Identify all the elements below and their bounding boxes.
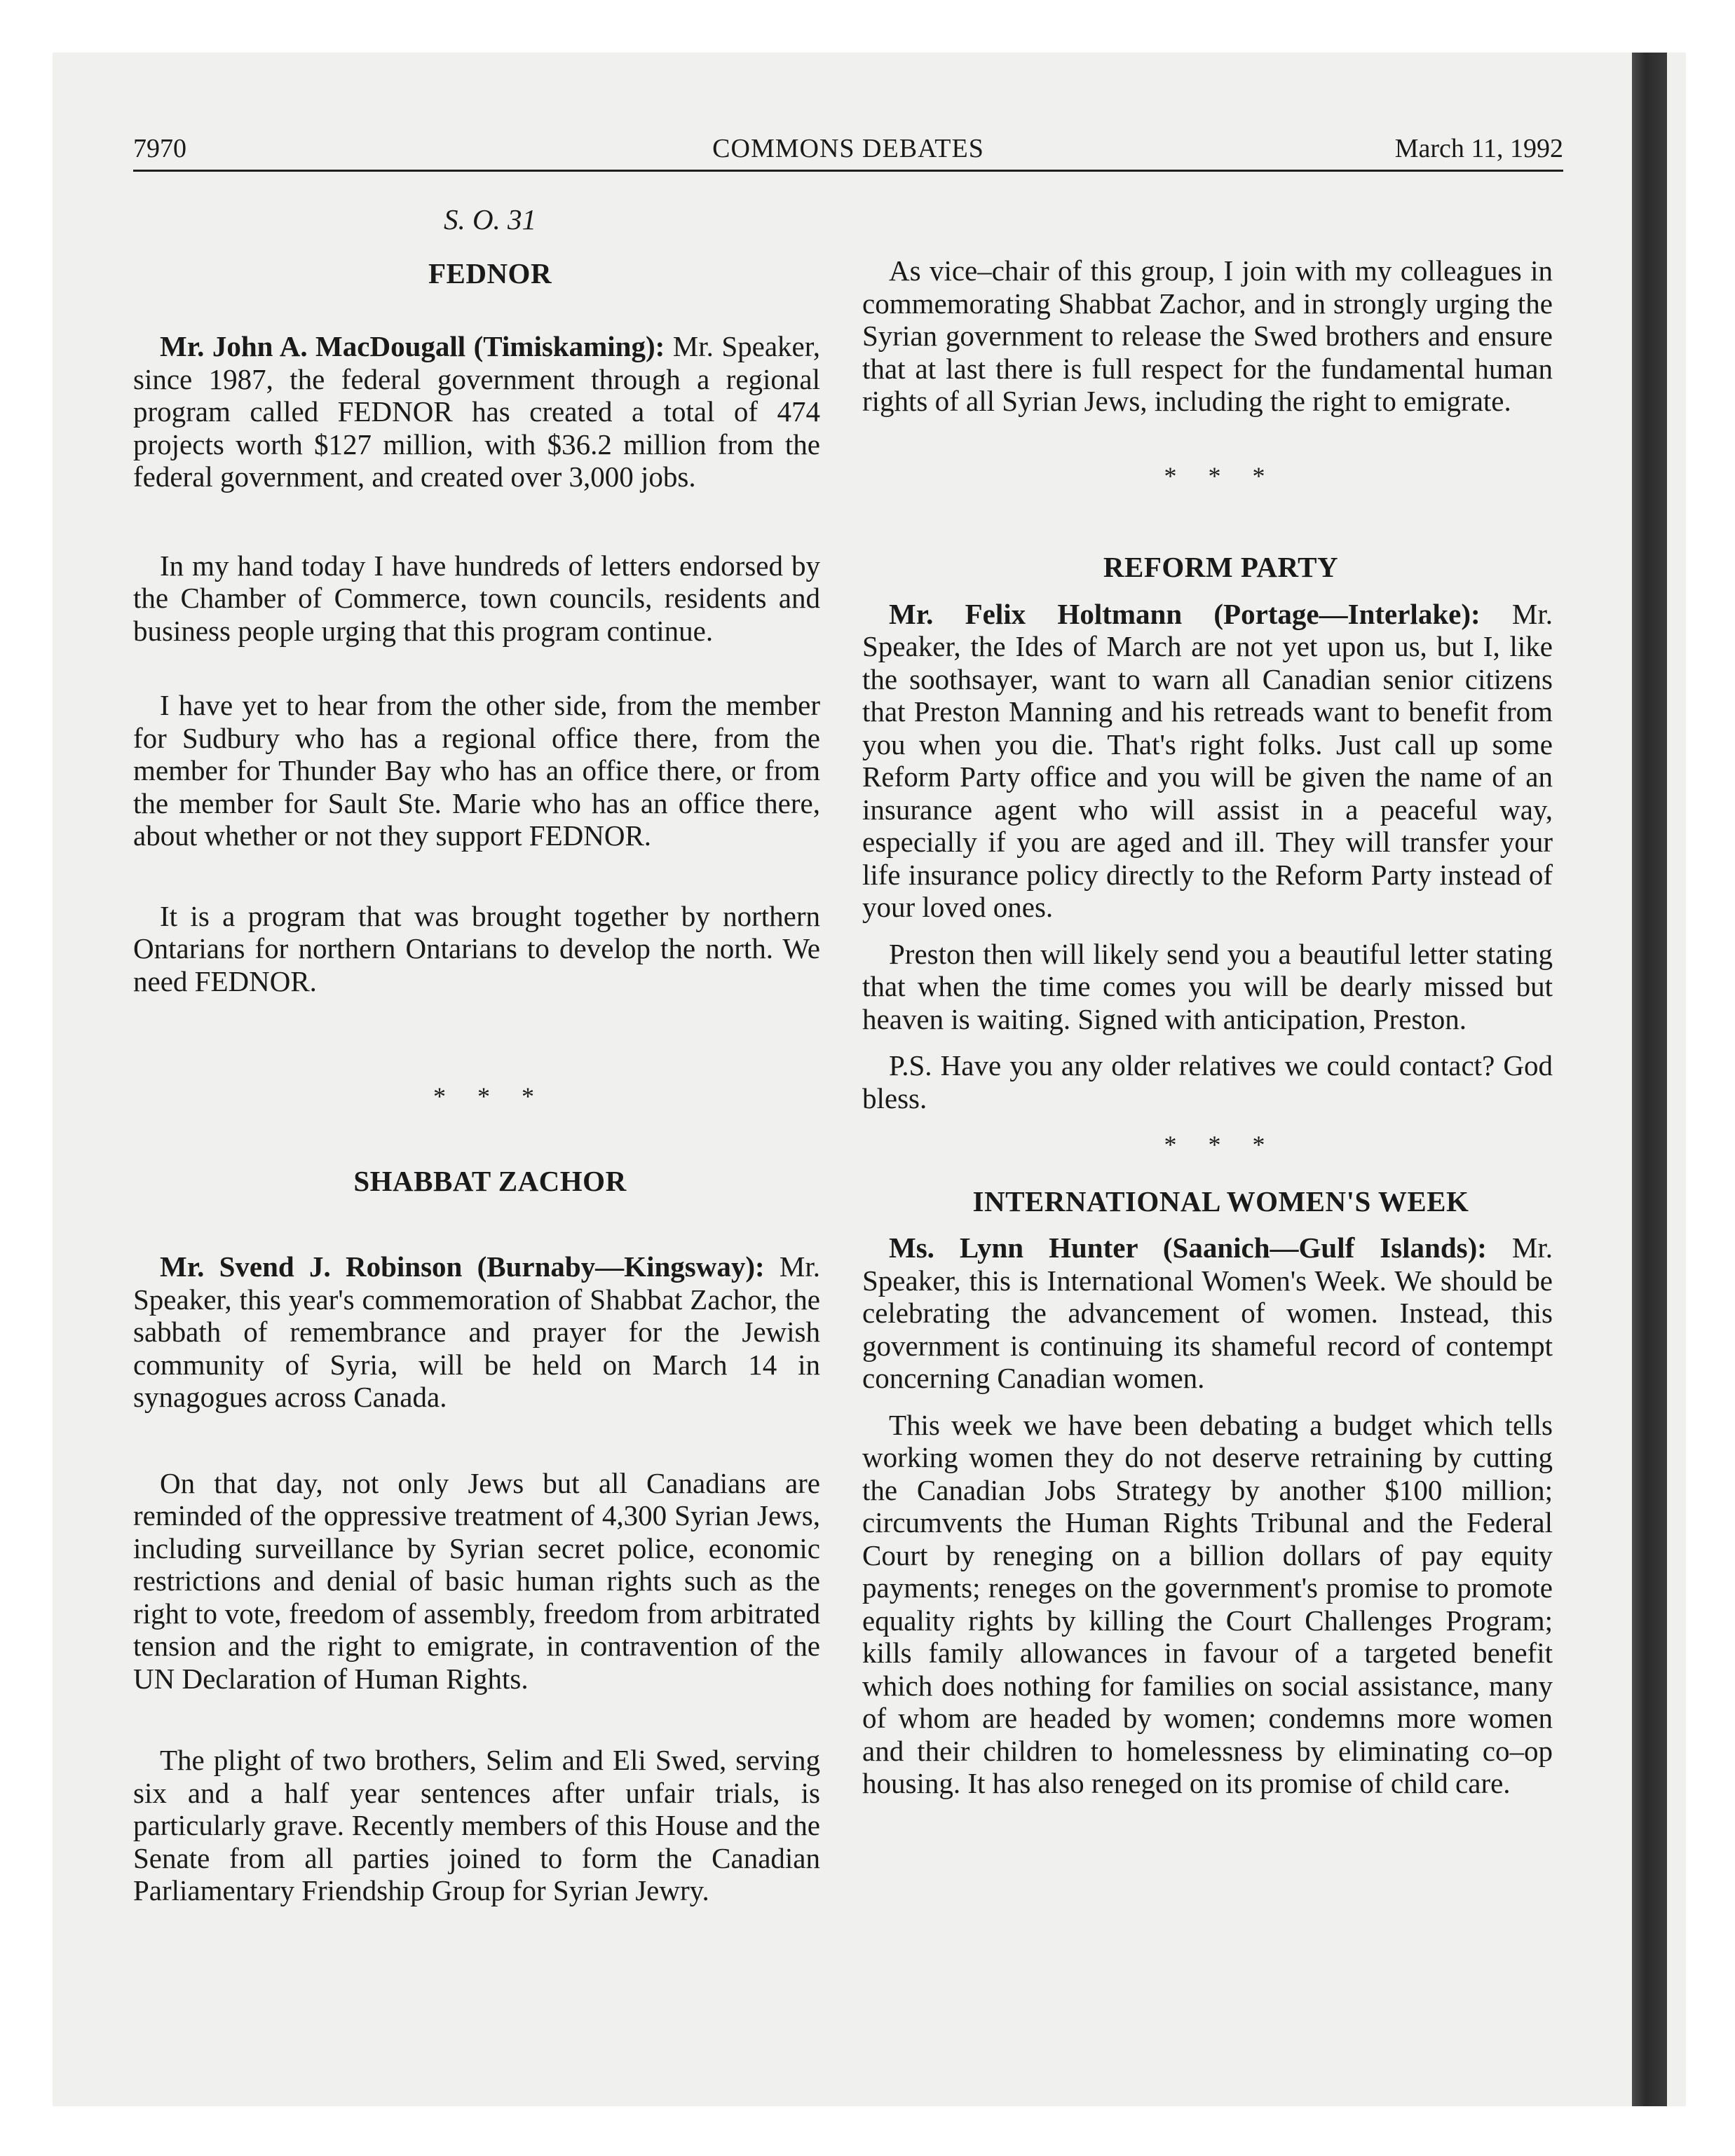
- left-column: [133, 203, 820, 1907]
- statement-paragraph: It is a program that was brought together by northern Ontarians for northern Ontarians to develop the north. We need FEDNOR.: [133, 899, 820, 997]
- section-heading-international-womens-week: INTERNATIONAL WOMEN'S WEEK: [972, 1185, 1469, 1217]
- page-number: 7970: [133, 134, 186, 163]
- publication-date: March 11, 1992: [1394, 134, 1563, 163]
- speaker-name: Mr. Felix Holtmann (Portage—Interlake):: [889, 597, 1481, 630]
- statement-paragraph: Ms. Lynn Hunter (Saanich—Gulf Islands): Mr. Speaker, this is International Women's Week. We should be celebrating the advancement of women. Instead, this government is continuing its shameful record of contempt concerning Canadian women.: [862, 1231, 1553, 1394]
- statement-paragraph: The plight of two brothers, Selim and Eli Swed, serving six and a half year sentences after unfair trials, is particularly grave. Recently members of this House and the Senate from all parties joined to form the Canadian Parliamentary Friendship Group for Syrian Jewry.: [133, 1744, 820, 1906]
- statement-paragraph: P.S. Have you any older relatives we could contact? God bless.: [862, 1049, 1553, 1114]
- statement-paragraph: Mr. Felix Holtmann (Portage—Interlake): Mr. Speaker, the Ides of March are not yet upon us, but I, like the soothsayer, want to warn all Canadian senior citizens that Preston Manning and his retreads want to benefit from you when you die. That's right folks. Just call up some Reform Party office and you will be given the name of an insurance agent who will assist in a peaceful way, especially if you are aged and ill. They will transfer your life insurance policy directly to the Reform Party instead of your loved ones.: [862, 597, 1553, 923]
- standing-order-label: S. O. 31: [443, 203, 537, 236]
- header-rule: [133, 170, 1563, 172]
- section-separator: * * *: [433, 1082, 547, 1110]
- scan-edge-shadow: [1632, 53, 1667, 2106]
- statement-paragraph: On that day, not only Jews but all Canadians are reminded of the oppressive treatment of 4,300 Syrian Jews, including surveillance by Syrian secret police, economic restrictions and denial of basic human rights such as the right to vote, freedom of assembly, freedom from arbitrated tension and the right to emigrate, in contravention of the UN Declaration of Human Rights.: [133, 1466, 820, 1695]
- speaker-name: Mr. Svend J. Robinson (Burnaby—Kingsway):: [160, 1250, 765, 1283]
- statement-paragraph: Mr. John A. MacDougall (Timiskaming): Mr. Speaker, since 1987, the federal government through a regional program called FEDNOR has created a total of 474 projects worth $127 million, with $36.2 million from the federal government, and created over 3,000 jobs.: [133, 330, 820, 493]
- statement-paragraph: Mr. Svend J. Robinson (Burnaby—Kingsway): Mr. Speaker, this year's commemoration of Shabbat Zachor, the sabbath of remembrance and prayer for the Jewish community of Syria, will be held on March 14 in synagogues across Canada.: [133, 1250, 820, 1413]
- statement-paragraph: As vice–chair of this group, I join with my colleagues in commemorating Shabbat Zachor, and in strongly urging the Syrian government to release the Swed brothers and ensure that at last there is full respect for the fundamental human rights of all Syrian Jews, including the right to emigrate.: [862, 254, 1553, 417]
- statement-paragraph: In my hand today I have hundreds of letters endorsed by the Chamber of Commerce, town councils, residents and business people urging that this program continue.: [133, 549, 820, 647]
- publication-title: COMMONS DEBATES: [712, 134, 984, 163]
- section-heading-fednor: FEDNOR: [428, 257, 552, 289]
- statement-paragraph: This week we have been debating a budget which tells working women they do not deserve retraining by cutting the Canadian Jobs Strategy by another $100 million; circumvents the Human Rights Tribunal and the Federal Court by reneging on a billion dollars of pay equity payments; reneges on the government's promise to promote equality rights by killing the Court Challenges Program; kills family allowances in favour of a targeted benefit which does nothing for families on social assistance, many of whom are headed by women; condemns more women and their children to homelessness by eliminating co–op housing. It has also reneged on its promise of child care.: [862, 1408, 1553, 1799]
- speaker-name: Ms. Lynn Hunter (Saanich—Gulf Islands):: [889, 1231, 1487, 1264]
- statement-paragraph: Preston then will likely send you a beautiful letter stating that when the time comes you will be dearly missed but heaven is waiting. Signed with anticipation, Preston.: [862, 937, 1553, 1035]
- section-separator: * * *: [1164, 1131, 1278, 1159]
- section-separator: * * *: [1164, 461, 1278, 490]
- page-header: [133, 130, 1563, 167]
- statement-paragraph: I have yet to hear from the other side, from the member for Sudbury who has a regional office there, from the member for Thunder Bay who has an office there, or from the member for Sault Ste. Marie who has an office there, about whether or not they support FEDNOR.: [133, 689, 820, 852]
- section-heading-reform-party: REFORM PARTY: [1103, 551, 1339, 583]
- right-column: [862, 254, 1553, 1800]
- speaker-name: Mr. John A. MacDougall (Timiskaming):: [160, 330, 665, 362]
- section-heading-shabbat-zachor: SHABBAT ZACHOR: [353, 1164, 627, 1197]
